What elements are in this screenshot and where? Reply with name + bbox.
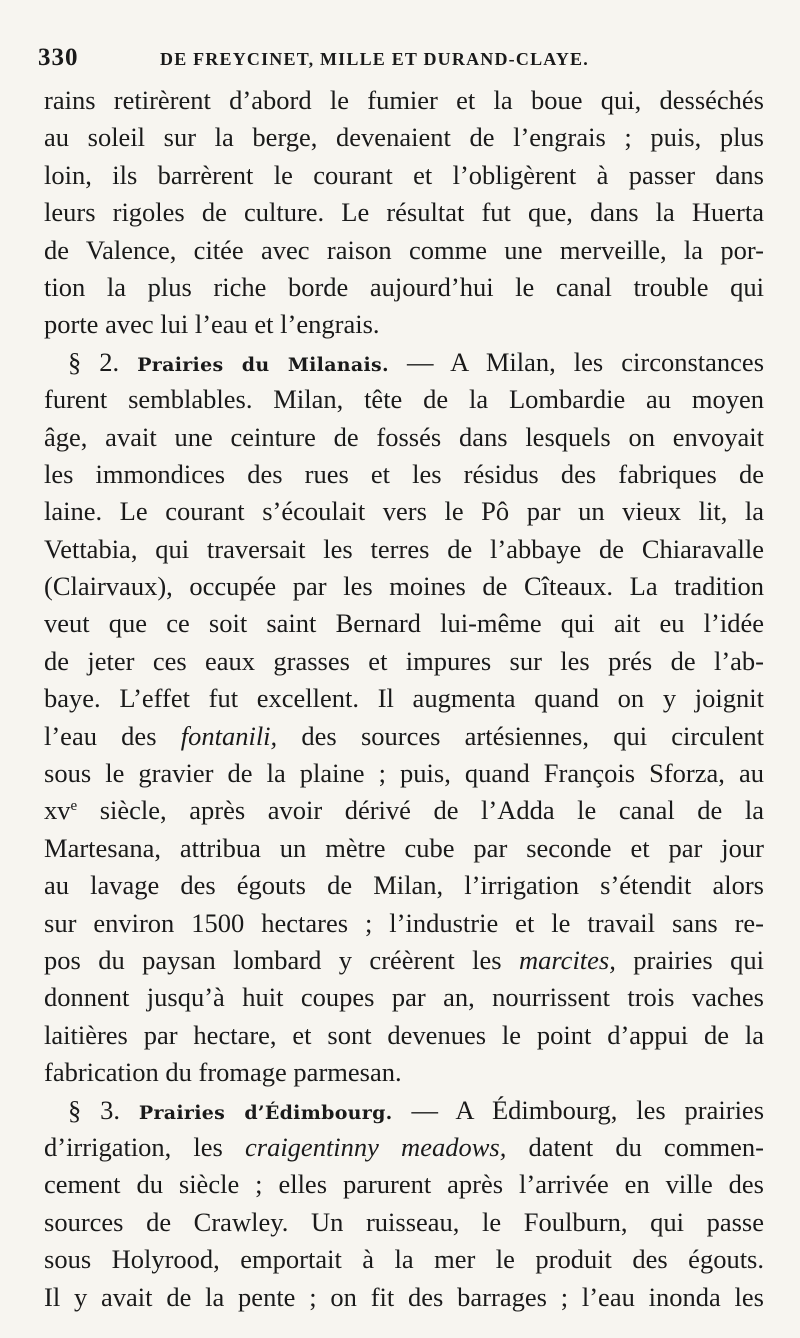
text-line: de jeter ces eaux grasses et impures sur les prés de l’ab-: [44, 645, 764, 676]
text-line: fabrication du fromage parmesan.: [44, 1057, 402, 1088]
text-line: sur environ 1500 hectares ; l’industrie et le travail sans re-: [44, 907, 764, 938]
text-line: leurs rigoles de culture. Le résultat fut que, dans la Huerta: [44, 197, 764, 228]
text-line: Il y avait de la pente ; on fit des barrages ; l’eau inonda les: [44, 1281, 764, 1312]
section-3-lead: — A Édimbourg, les prairies: [411, 1094, 765, 1125]
text-line: sous Holyrood, emportait à la mer le produit des égouts.: [44, 1244, 764, 1275]
text-line: laitières par hectare, et sont devenues le point d’appui de la: [44, 1019, 764, 1050]
text-fragment: datent du commen-: [506, 1131, 765, 1162]
text-fragment: l’eau des: [44, 720, 181, 751]
text-line: [44, 718, 764, 755]
superscript: e: [70, 798, 78, 815]
text-line: Vettabia, qui traversait les terres de l’abbaye de Chiaravalle: [44, 533, 764, 564]
text-line: Martesana, attribua un mètre cube par seconde et par jour: [44, 832, 764, 863]
text-line: [44, 792, 764, 829]
text-line: tion la plus riche borde aujourd’hui le canal trouble qui: [44, 271, 764, 302]
italic-term-fontanili: fontanili,: [180, 720, 278, 751]
text-line: [44, 1129, 764, 1166]
section-3-number: § 3.: [68, 1094, 121, 1125]
text-fragment: siècle, après avoir dérivé de l’Adda le canal de la: [77, 795, 764, 826]
text-line: rains retirèrent d’abord le fumier et la boue qui, desséchés: [44, 85, 764, 115]
text-line: au lavage des égouts de Milan, l’irrigation s’étendit alors: [44, 870, 764, 901]
text-line: les immondices des rues et les résidus des fabriques de: [44, 458, 764, 489]
text-line: donnent jusqu’à huit coupes par an, nourrissent trois vaches: [44, 982, 764, 1013]
text-line: âge, avait une ceinture de fossés dans lesquels on envoyait: [44, 421, 764, 452]
section-2-title: Prairies du Milanais.: [137, 353, 389, 376]
text-line: sous le gravier de la plaine ; puis, quand François Sforza, au: [44, 758, 764, 789]
page-header: [38, 44, 778, 80]
section-2-lead: — A Milan, les circonstances: [407, 346, 765, 377]
text-fragment: xv: [44, 795, 71, 826]
text-line: loin, ils barrèrent le courant et l’obligèrent à passer dans: [44, 159, 764, 190]
text-line: de Valence, citée avec raison comme une merveille, la por-: [44, 234, 764, 265]
page-number: 330: [38, 44, 79, 71]
running-title: DE FREYCINET, MILLE ET DURAND-CLAYE.: [160, 49, 589, 69]
text-fragment: pos du paysan lombard y créèrent les: [44, 944, 519, 975]
text-line: laine. Le courant s’écoulait vers le Pô par un vieux lit, la: [44, 496, 764, 527]
text-line: sources de Crawley. Un ruisseau, le Foulburn, qui passe: [44, 1206, 764, 1237]
section-2-heading-line: [44, 344, 764, 381]
italic-term-marcites: marcites,: [518, 944, 616, 975]
italic-term-craigentinny: craigentinny meadows,: [245, 1131, 507, 1162]
text-line: furent semblables. Milan, tête de la Lombardie au moyen: [44, 384, 764, 415]
text-line: cement du siècle ; elles parurent après l’arrivée en ville des: [44, 1169, 764, 1200]
section-3-heading-line: [44, 1092, 764, 1129]
section-2-number: § 2.: [68, 346, 120, 377]
text-line: veut que ce soit saint Bernard lui-même qui ait eu l’idée: [44, 608, 764, 639]
text-fragment: prairies qui: [615, 944, 764, 975]
text-fragment: d’irrigation, les: [44, 1131, 245, 1162]
body-text: [44, 82, 764, 1316]
text-line: (Clairvaux), occupée par les moines de Cîteaux. La tradition: [44, 571, 764, 602]
text-fragment: des sources artésiennes, qui circulent: [277, 720, 764, 751]
text-line: au soleil sur la berge, devenaient de l’engrais ; puis, plus: [44, 122, 764, 153]
section-3-title: Prairies d’Édimbourg.: [138, 1101, 393, 1124]
text-line: [44, 942, 764, 979]
text-line: porte avec lui l’eau et l’engrais.: [44, 309, 380, 340]
text-line: baye. L’effet fut excellent. Il augmenta quand on y joignit: [44, 683, 764, 714]
